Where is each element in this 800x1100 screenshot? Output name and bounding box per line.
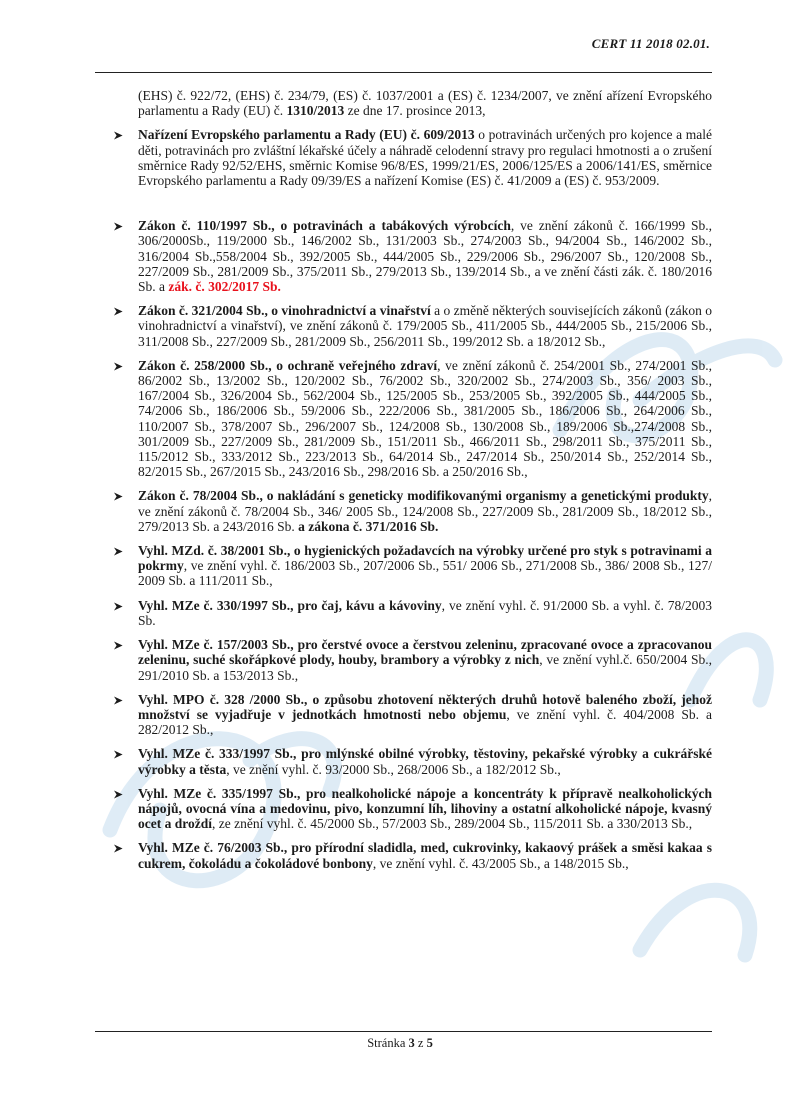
bullet-arrowhead-icon (113, 220, 124, 231)
bold-text-segment: Zákon č. 258/2000 Sb., o ochraně veřejného zdraví (138, 357, 438, 373)
block-text (138, 598, 712, 628)
page-number (0, 1036, 800, 1051)
bold-text-segment: Vyhl. MZe č. 76/2003 Sb., pro přírodní sladidla, med, cukrovinky, kakaový prášek a směsi kakaa s cukrem, čokoládu a čokoládové bonbony (138, 840, 712, 871)
bold-text-segment: Vyhl. MZe č. 335/1997 Sb., pro nealkoholické nápoje a koncentráty k přípravě nealkoholických nápojů, ovocná vína a medovinu, pivo, konzumní líh, lihoviny a ostatní alkoholické nápoje, kvasný ocet a droždí (138, 785, 712, 832)
block-text (138, 127, 712, 188)
bold-text-segment: Zákon č. 110/1997 Sb., o potravinách a tabákových výrobcích (138, 218, 511, 234)
block-text (138, 637, 712, 682)
bullet-arrowhead-icon (113, 129, 124, 140)
bullet-arrowhead-icon (113, 748, 124, 759)
block-text (138, 488, 712, 533)
bold-text-segment: Nařízení Evropského parlamentu a Rady (EU) č. 609/2013 (138, 127, 475, 143)
bold-text-segment: Vyhl. MZe č. 330/1997 Sb., pro čaj, kávu a kávoviny (138, 597, 442, 613)
highlighted-text-segment: zák. č. 302/2017 Sb. (168, 279, 281, 295)
intro-paragraph (100, 88, 712, 118)
list-item (100, 598, 712, 628)
bold-text-segment: Zákon č. 78/2004 Sb., o nakládání s geneticky modifikovanými organismy a genetickými produkty (138, 488, 709, 504)
block-text (138, 303, 712, 348)
block-text (138, 746, 712, 776)
bullet-arrowhead-icon (113, 360, 124, 371)
text-segment: o potravinách určených pro kojence a malé děti, potravinách pro zvláštní lékařské účely a náhradě celodenní stravy pro regulaci hmotnosti a o zrušení směrnice Rady 92/52/EHS, směrnic Komise 96/8/ES, 1999/21/ES, 2006/125/ES a 2006/141/ES, směrnice Evropského parlamentu a Rady 09/39/ES a nařízení Komise (ES) č. 41/2009 a (ES) č. 953/2009. (138, 127, 712, 189)
header-divider (95, 72, 712, 73)
list-item (100, 637, 712, 683)
text-segment: ze dne 17. prosince 2013, (344, 103, 486, 119)
bold-text-segment: Vyhl. MZe č. 157/2003 Sb., pro čerstvé ovoce a čerstvou zeleninu, zpracované ovoce a zpracovanou zeleninu, suché skořápkové plody, houby, brambory a výrobky z nich (138, 637, 712, 668)
text-segment: , ve znění zákonů č. 166/1999 Sb., 306/2000Sb., 119/2000 Sb., 146/2002 Sb., 131/2003 Sb., 274/2003 Sb., 94/2004 Sb., 146/2002 Sb., 316/2004 Sb.,558/2004 Sb., 392/2005 Sb., 444/2005 Sb., 229/2006 Sb., 296/2007 Sb., 120/2008 Sb., 227/2009 Sb., 281/2009 Sb., 375/2011 Sb., 279/2013 Sb., 139/2014 Sb., a ve znění části zák. č. 180/2016 Sb. a (138, 218, 712, 295)
bold-text-segment: 1310/2013 (286, 103, 345, 119)
list-item (100, 840, 712, 870)
bold-text-segment: Vyhl. MPO č. 328 /2000 Sb., o způsobu zhotovení některých druhů hotově baleného zboží, jehož množství se vyjadřuje v jednotkách hmotnosti nebo objemu (138, 691, 712, 722)
bold-text-segment: Zákon č. 321/2004 Sb., o vinohradnictví a vinařství (138, 303, 431, 319)
text-segment: , ve znění vyhl. č. 91/2000 Sb. a vyhl. č. 78/2003 Sb. (138, 597, 713, 628)
block-text (138, 692, 712, 737)
list-item (100, 303, 712, 349)
bullet-arrowhead-icon (113, 305, 124, 316)
list-item (100, 786, 712, 832)
list-item (100, 127, 712, 188)
block-text (138, 88, 712, 118)
bold-text-segment: Vyhl. MZe č. 333/1997 Sb., pro mlýnské obilné výrobky, těstoviny, pekařské výrobky a cukrářské výrobky a těsta (138, 746, 712, 777)
bullet-arrowhead-icon (113, 788, 124, 799)
bullet-arrowhead-icon (113, 694, 124, 705)
text-segment: , ve znění vyhl. č. 404/2008 Sb. a 282/2012 Sb., (138, 706, 712, 738)
bullet-arrowhead-icon (113, 490, 124, 501)
bullet-arrowhead-icon (113, 639, 124, 650)
bullet-arrowhead-icon (113, 842, 124, 853)
legal-references-list (100, 88, 712, 871)
text-segment: , ze znění vyhl. č. 45/2000 Sb., 57/2003 Sb., 289/2004 Sb., 115/2011 Sb. a 330/2013 Sb., (212, 816, 693, 832)
list-item (100, 543, 712, 589)
text-segment: , ve znění vyhl. č. 43/2005 Sb., a 148/2015 Sb., (372, 855, 629, 871)
footer-divider (95, 1031, 712, 1032)
text-segment: , ve znění zákonů č. 254/2001 Sb., 274/2001 Sb., 86/2002 Sb., 13/2002 Sb., 120/2002 Sb., 76/2002 Sb., 320/2002 Sb., 274/2003 Sb., 356/ 2003 Sb., 167/2004 Sb., 326/2004 Sb., 562/2004 Sb., 125/2005 Sb., 253/2005 Sb., 392/2005 Sb., 444/2005 Sb., 74/2006 Sb., 186/2006 Sb., 59/2006 Sb., 222/2006 Sb., 381/2005 Sb., 186/2006 Sb., 264/2006 Sb., 110/2007 Sb., 378/2007 Sb., 296/2007 Sb., 124/2008 Sb., 130/2008 Sb., 189/2006 Sb.,274/2008 Sb., 301/2009 Sb., 227/2009 Sb., 281/2009 Sb., 151/2011 Sb., 466/2011 Sb., 298/2011 Sb., 375/2011 Sb., 115/2012 Sb., 333/2012 Sb., 223/2013 Sb., 64/2014 Sb., 247/2014 Sb., 250/2014 Sb., 252/2014 Sb., 82/2015 Sb., 267/2015 Sb., 243/2016 Sb., 298/2016 Sb. a 250/2016 Sb., (138, 357, 712, 480)
block-text (138, 358, 712, 479)
text-segment: z (414, 1036, 427, 1050)
text-segment: Stránka (367, 1036, 409, 1050)
document-code-header: CERT 11 2018 02.01. (591, 36, 710, 51)
bold-text-segment: Vyhl. MZd. č. 38/2001 Sb., o hygienických požadavcích na výrobky určené pro styk s potravinami a pokrmy (138, 543, 712, 574)
bold-text-segment: 5 (426, 1036, 433, 1050)
text-segment: (EHS) č. 922/72, (EHS) č. 234/79, (ES) č. 1037/2001 a (ES) č. 1234/2007, ve znění ařízení Evropského parlamentu a Rady (EU) č. (138, 88, 712, 119)
bold-text-segment: a zákona č. 371/2016 Sb. (298, 518, 439, 534)
block-text (138, 218, 712, 294)
text-segment: , ve znění vyhl. č. 93/2000 Sb., 268/2006 Sb., a 182/2012 Sb., (226, 761, 561, 777)
text-segment: , ve znění vyhl. č. 186/2003 Sb., 207/2006 Sb., 551/ 2006 Sb., 271/2008 Sb., 386/ 2008 Sb., 127/ 2009 Sb. a 111/2011 Sb., (138, 558, 712, 589)
bold-text-segment: 3 (408, 1036, 415, 1050)
block-text (138, 543, 712, 588)
text-segment: a o změně některých souvisejících zákonů (zákon o vinohradnictví a vinařství), ve znění zákonů č. 179/2005 Sb., 411/2005 Sb., 444/2005 Sb., 215/2006 Sb., 311/2008 Sb., 227/2009 Sb., 281/2009 Sb., 256/2011 Sb., 199/2012 Sb. a 18/2012 Sb., (138, 303, 713, 349)
list-item (100, 488, 712, 534)
list-item (100, 746, 712, 776)
text-segment: , ve znění zákonů č. 78/2004 Sb., 346/ 2005 Sb., 124/2008 Sb., 227/2009 Sb., 281/2009 Sb., 18/2012 Sb., 279/2013 Sb. a 243/2016 Sb. (138, 488, 712, 534)
text-segment: , ve znění vyhl.č. 650/2004 Sb., 291/2010 Sb. a 153/2013 Sb., (138, 652, 712, 683)
bullet-arrowhead-icon (113, 600, 124, 611)
list-item (100, 358, 712, 480)
bullet-arrowhead-icon (113, 545, 124, 556)
list-item (100, 692, 712, 738)
list-item (100, 218, 712, 294)
block-text (138, 786, 712, 831)
block-text (138, 840, 712, 870)
